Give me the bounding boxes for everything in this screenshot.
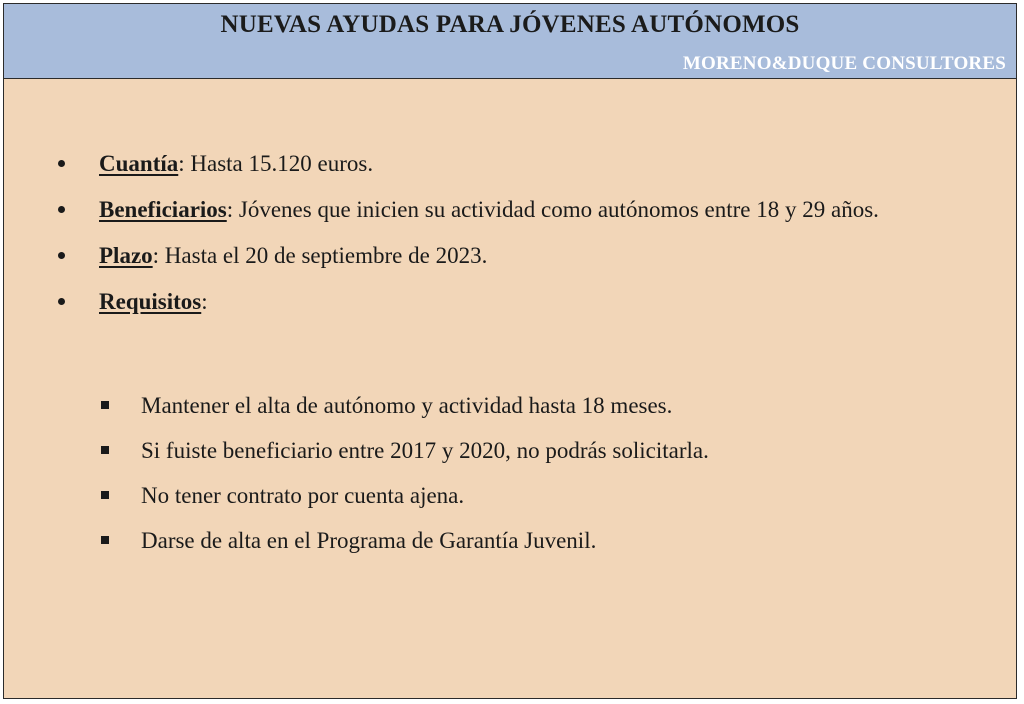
page-title: NUEVAS AYUDAS PARA JÓVENES AUTÓNOMOS <box>220 11 800 38</box>
item-text: : <box>201 289 208 314</box>
bullet-dot-icon <box>58 160 65 167</box>
requirement-item <box>4 524 1016 557</box>
item-term: Cuantía <box>99 151 179 176</box>
list-item-requisitos <box>4 285 1016 318</box>
item-text: : Jóvenes que inicien su actividad como autónomos entre 18 y 29 años. <box>226 197 879 222</box>
requirement-text: Darse de alta en el Programa de Garantía Juvenil. <box>141 528 597 553</box>
bullet-square-icon <box>101 491 109 499</box>
item-text: : Hasta 15.120 euros. <box>178 151 374 176</box>
bullet-square-icon <box>101 401 109 409</box>
bullet-square-icon <box>101 446 109 454</box>
info-list <box>4 147 1016 331</box>
list-item-plazo <box>4 239 1016 272</box>
bullet-square-icon <box>101 536 109 544</box>
requirement-text: No tener contrato por cuenta ajena. <box>141 483 465 508</box>
requirement-item <box>4 479 1016 512</box>
requirement-text: Si fuiste beneficiario entre 2017 y 2020, no podrás solicitarla. <box>141 438 709 463</box>
item-term: Beneficiarios <box>99 197 227 222</box>
requirement-item <box>4 434 1016 467</box>
notice-box <box>3 3 1017 699</box>
list-item-beneficiarios <box>4 193 1016 226</box>
company-name: MORENO&DUQUE CONSULTORES <box>682 53 1006 74</box>
item-term: Requisitos <box>99 289 202 314</box>
item-term: Plazo <box>99 243 153 268</box>
list-item-cuantia <box>4 147 1016 180</box>
bullet-dot-icon <box>58 206 65 213</box>
requirements-list <box>4 389 1016 569</box>
bullet-dot-icon <box>58 252 65 259</box>
header-bar <box>4 4 1016 79</box>
requirement-item <box>4 389 1016 422</box>
requirement-text: Mantener el alta de autónomo y actividad hasta 18 meses. <box>141 393 673 418</box>
item-text: : Hasta el 20 de septiembre de 2023. <box>152 243 488 268</box>
bullet-dot-icon <box>58 298 65 305</box>
